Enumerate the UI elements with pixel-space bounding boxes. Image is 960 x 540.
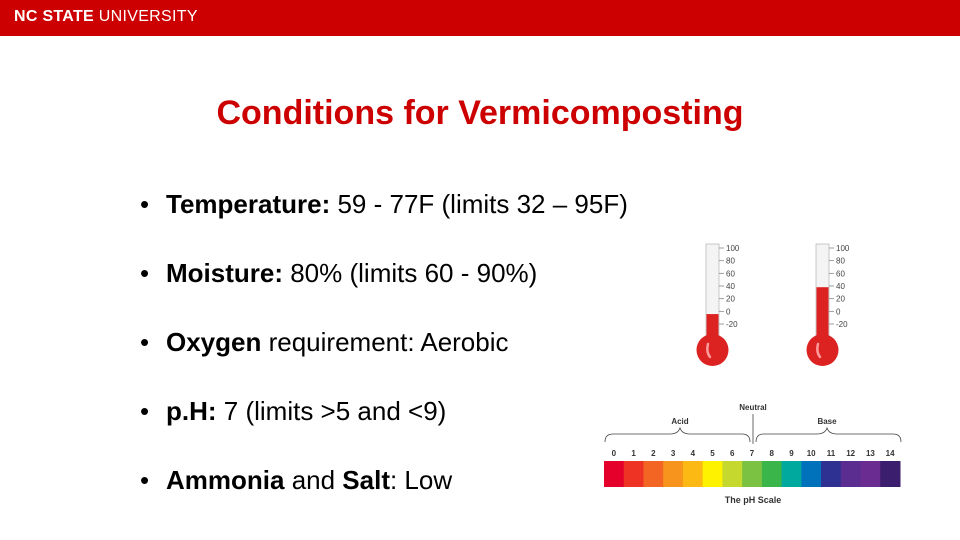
ph-color-segment	[624, 461, 644, 487]
university-logo	[14, 8, 198, 26]
ph-number-label: 5	[710, 449, 715, 458]
thermometer-scale-label: 80	[726, 256, 735, 266]
bullet-text: 7 (limits >5 and <9)	[216, 396, 447, 426]
ph-color-segment	[821, 461, 841, 487]
ph-number-label: 12	[846, 449, 856, 458]
ph-color-segment	[742, 461, 762, 487]
thermometer-scale-label: -20	[836, 320, 848, 329]
ph-color-segment	[703, 461, 723, 487]
thermometer-scale-label: 80	[836, 256, 845, 266]
ph-color-segment	[643, 461, 663, 487]
ph-acid-label: Acid	[671, 417, 689, 426]
ph-number-label: 1	[631, 449, 636, 458]
bullet-moisture	[140, 255, 628, 324]
thermometer-scale-label: -20	[726, 320, 738, 329]
bullet-list	[140, 186, 628, 531]
ph-number-label: 2	[651, 449, 656, 458]
ph-color-segment	[782, 461, 802, 487]
thermometer-scale-label: 40	[836, 282, 845, 291]
bullet-temperature	[140, 186, 628, 255]
bullet-ph	[140, 393, 628, 462]
bullet-label: p.H:	[166, 396, 217, 426]
thermometer-scale-label: 100	[726, 244, 740, 253]
ph-base-label: Base	[817, 417, 837, 426]
ph-scale-diagram	[600, 398, 910, 510]
ph-scale-title: The pH Scale	[724, 495, 782, 505]
bullet-text: 59 - 77F (limits 32 – 95F)	[330, 189, 628, 219]
ph-color-segment	[880, 461, 900, 487]
thermometer-scale-label: 60	[726, 269, 735, 279]
ph-number-label: 10	[806, 449, 816, 458]
thermometer-left-icon	[690, 242, 746, 368]
ph-color-segment	[762, 461, 782, 487]
bullet-label: Moisture:	[166, 258, 283, 288]
ph-color-segment	[683, 461, 703, 487]
bullet-label-2: Salt	[342, 465, 390, 495]
logo-bold-text: NC STATE	[14, 8, 95, 25]
ph-number-label: 8	[769, 449, 774, 458]
ph-number-label: 11	[826, 449, 836, 458]
ph-number-label: 6	[730, 449, 735, 458]
bullet-label: Temperature:	[166, 189, 331, 219]
thermometer-scale-label: 20	[726, 294, 735, 304]
ph-color-segment	[861, 461, 881, 487]
thermometer-scale-label: 0	[836, 307, 841, 317]
header-bar	[0, 0, 960, 36]
bullet-label: Oxygen	[166, 327, 262, 357]
ph-number-label: 7	[749, 449, 755, 458]
logo-rest-text: UNIVERSITY	[94, 8, 198, 25]
ph-number-label: 4	[690, 449, 696, 458]
bullet-oxygen	[140, 324, 628, 393]
ph-number-label: 14	[885, 449, 895, 458]
ph-color-segment	[722, 461, 742, 487]
ph-number-label: 9	[789, 449, 794, 458]
thermometer-scale-label: 100	[836, 244, 850, 253]
ph-number-label: 3	[670, 449, 676, 458]
ph-color-segment	[604, 461, 624, 487]
ph-color-segment	[801, 461, 821, 487]
thermometer-scale-label: 60	[836, 269, 845, 279]
ph-number-label: 13	[865, 449, 875, 458]
thermometer-scale-label: 0	[726, 307, 731, 317]
ph-number-label: 0	[611, 449, 617, 458]
ph-color-segment	[841, 461, 861, 487]
ph-acid-bracket	[605, 428, 750, 442]
thermometer-scale-label: 40	[726, 282, 735, 291]
ph-neutral-label: Neutral	[739, 403, 767, 412]
thermometer-scale-label: 20	[836, 294, 845, 304]
slide-title: Conditions for Vermicomposting	[216, 94, 744, 132]
bullet-text-2: : Low	[389, 465, 453, 495]
ph-color-segment	[663, 461, 683, 487]
bullet-text: requirement: Aerobic	[261, 327, 509, 357]
thermometer-right-icon	[800, 242, 856, 368]
bullet-text: and	[284, 465, 343, 495]
ph-base-bracket	[756, 428, 901, 442]
bullet-label: Ammonia	[166, 465, 285, 495]
bullet-text: 80% (limits 60 - 90%)	[283, 258, 538, 288]
bullet-ammonia-salt	[140, 462, 628, 531]
